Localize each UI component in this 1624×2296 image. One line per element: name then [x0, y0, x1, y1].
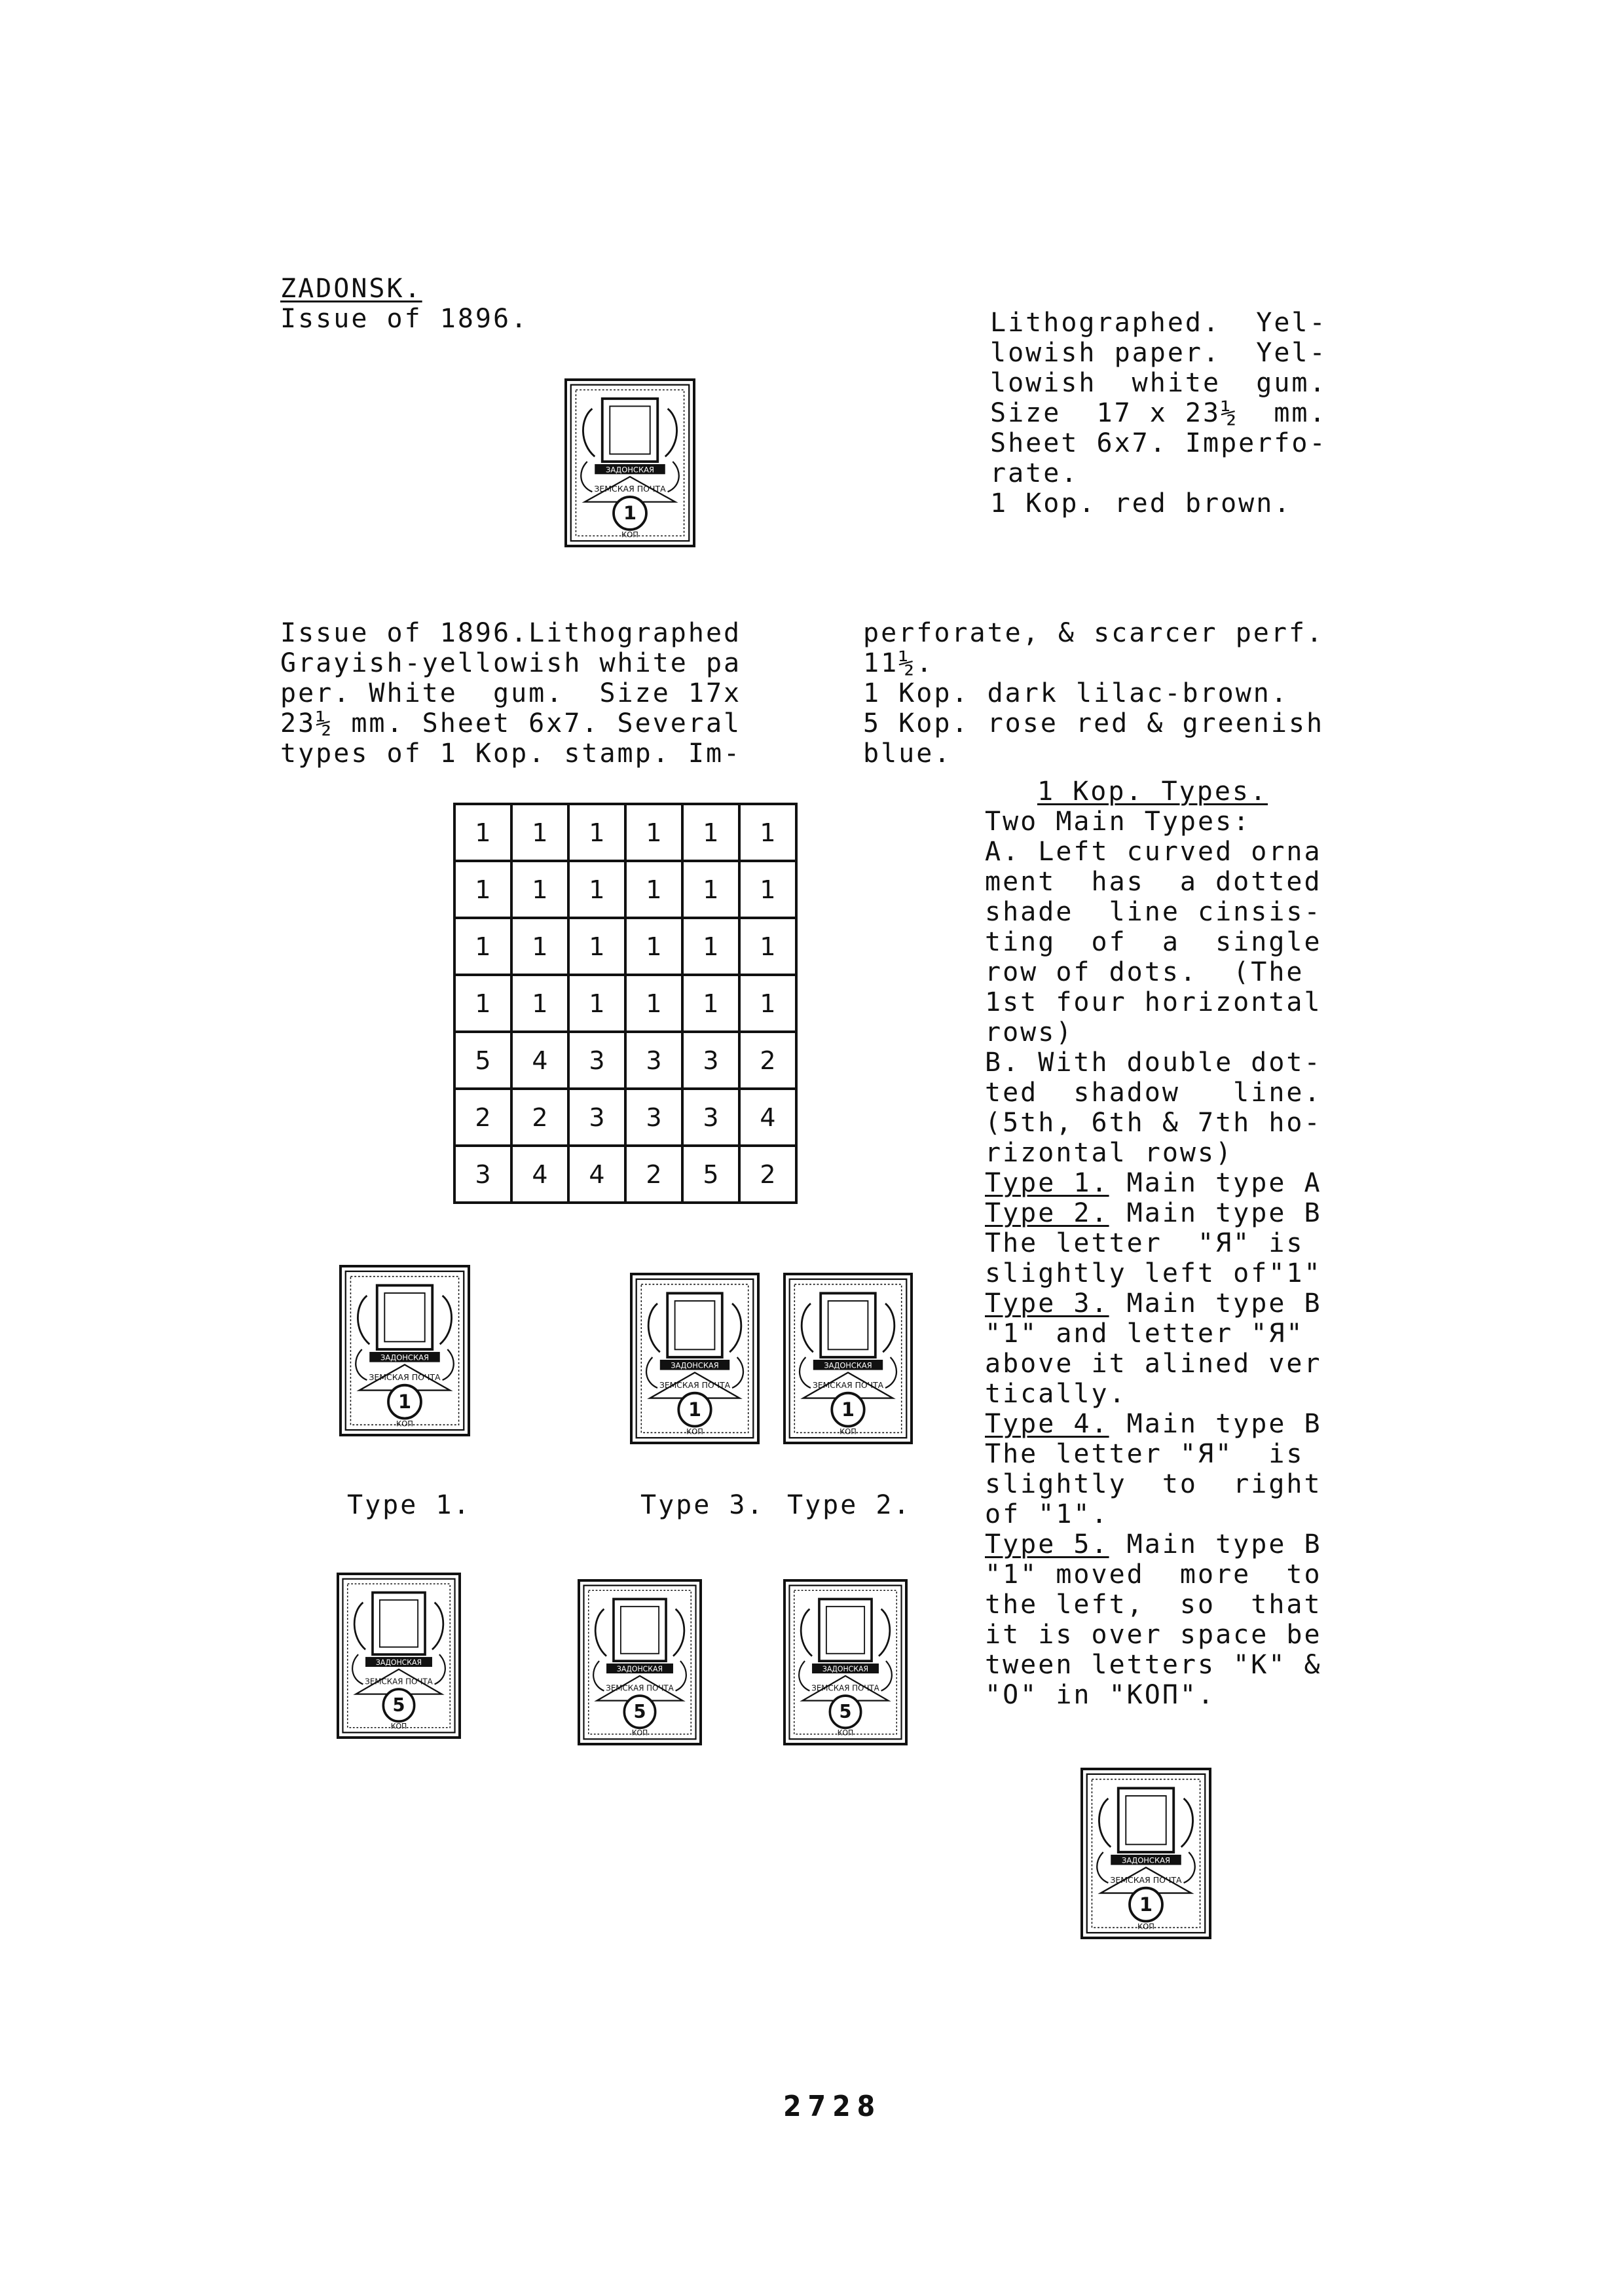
type-4-detail: of "1".	[985, 1499, 1109, 1529]
type-4-detail: slightly to right	[985, 1469, 1322, 1499]
svg-text:5: 5	[633, 1700, 646, 1723]
svg-text:ЗАДОНСКАЯ: ЗАДОНСКАЯ	[822, 1664, 869, 1674]
desc-line: Issue of 1896.Lithographed	[280, 618, 742, 648]
svg-text:КОП: КОП	[390, 1722, 407, 1731]
grid-cell: 1	[511, 975, 568, 1032]
svg-text:ЗАДОНСКАЯ: ЗАДОНСКАЯ	[375, 1658, 422, 1667]
grid-cell: 1	[739, 804, 796, 861]
types-line: B. With double dot-	[985, 1048, 1322, 1078]
grid-cell: 1	[511, 918, 568, 975]
desc-line: 11½.	[863, 648, 934, 678]
grid-row	[454, 1032, 796, 1089]
svg-text:КОП: КОП	[621, 530, 638, 539]
grid-cell: 2	[625, 1146, 682, 1203]
grid-cell: 1	[625, 975, 682, 1032]
svg-text:ЗАДОНСКАЯ: ЗАДОНСКАЯ	[824, 1360, 872, 1370]
grid-cell: 1	[568, 975, 625, 1032]
types-line: (5th, 6th & 7th ho-	[985, 1108, 1322, 1138]
svg-text:ЗЕМСКАЯ ПОЧТА: ЗЕМСКАЯ ПОЧТА	[365, 1677, 433, 1686]
grid-cell: 2	[739, 1146, 796, 1203]
type-1-text: Main type A	[1109, 1168, 1322, 1198]
grid-cell: 1	[454, 861, 511, 918]
types-line: row of dots. (The	[985, 957, 1304, 987]
type-5-detail: the left, so that	[985, 1590, 1322, 1620]
type-2-label: Type 2.	[985, 1198, 1109, 1228]
types-section	[985, 776, 1322, 1710]
grid-cell: 4	[739, 1089, 796, 1146]
grid-cell: 5	[682, 1146, 739, 1203]
desc-line: Sheet 6x7. Imperfo-	[990, 428, 1327, 458]
svg-text:1: 1	[397, 1390, 412, 1413]
types-line: shade line cinsis-	[985, 897, 1322, 927]
svg-text:ЗЕМСКАЯ ПОЧТА: ЗЕМСКАЯ ПОЧТА	[659, 1379, 731, 1390]
stamp-image-5kop-a	[337, 1573, 461, 1739]
page-number: 2728	[783, 2090, 882, 2123]
svg-text:1: 1	[1139, 1893, 1153, 1916]
type-4-label: Type 4.	[985, 1409, 1109, 1439]
type-5-detail: "O" in "KOП".	[985, 1680, 1216, 1710]
issue-1-description	[990, 308, 1344, 519]
types-line: rows)	[985, 1017, 1074, 1048]
grid-cell: 2	[739, 1032, 796, 1089]
issue-2-description-left	[280, 618, 741, 769]
svg-text:КОП: КОП	[840, 1427, 857, 1436]
grid-cell: 2	[454, 1089, 511, 1146]
svg-text:1: 1	[623, 501, 637, 524]
desc-line: rate.	[990, 458, 1079, 488]
desc-line: types of 1 Kop. stamp. Im-	[280, 738, 742, 769]
svg-text:ЗЕМСКАЯ ПОЧТА: ЗЕМСКАЯ ПОЧТА	[594, 484, 666, 494]
stamp-image-type-1	[339, 1265, 470, 1436]
desc-line: 5 Kop. rose red & greenish	[863, 708, 1325, 738]
caption-type-3: Type 3.	[640, 1490, 765, 1520]
type-2-detail: slightly left of"1"	[985, 1258, 1322, 1288]
grid-cell: 1	[739, 861, 796, 918]
desc-line: Size 17 x 23½ mm.	[990, 398, 1327, 428]
grid-cell: 1	[625, 918, 682, 975]
types-line: Two Main Types:	[985, 807, 1251, 837]
svg-text:КОП: КОП	[837, 1728, 854, 1738]
svg-text:КОП: КОП	[1137, 1922, 1154, 1931]
grid-cell: 1	[739, 975, 796, 1032]
svg-text:5: 5	[392, 1694, 405, 1717]
stamp-image-1kop	[564, 378, 695, 547]
type-3-label: Type 3.	[985, 1288, 1109, 1319]
type-3-detail: "1" and letter "Я"	[985, 1319, 1304, 1349]
grid-cell: 3	[454, 1146, 511, 1203]
grid-cell: 3	[682, 1032, 739, 1089]
svg-text:ЗЕМСКАЯ ПОЧТА: ЗЕМСКАЯ ПОЧТА	[1110, 1874, 1182, 1885]
desc-line: lowish white gum.	[990, 368, 1327, 398]
page-heading: ZADONSK.	[280, 274, 422, 304]
desc-line: 23½ mm. Sheet 6x7. Several	[280, 708, 742, 738]
grid-cell: 4	[568, 1146, 625, 1203]
grid-cell: 1	[454, 804, 511, 861]
caption-type-2: Type 2.	[787, 1490, 912, 1520]
desc-line: Grayish-yellowish white pa	[280, 648, 742, 678]
issue-2-description-right	[863, 618, 1324, 769]
stamp-image-5kop-c	[783, 1579, 908, 1745]
svg-text:КОП: КОП	[631, 1728, 648, 1738]
types-line: ment has a dotted	[985, 867, 1322, 897]
type-2-detail: The letter "Я" is	[985, 1228, 1304, 1258]
grid-cell: 1	[682, 975, 739, 1032]
desc-line: lowish paper. Yel-	[990, 338, 1327, 368]
types-line: rizontal rows)	[985, 1138, 1234, 1168]
grid-cell: 1	[568, 804, 625, 861]
type-5-detail: it is over space be	[985, 1620, 1322, 1650]
type-3-detail: tically.	[985, 1379, 1127, 1409]
desc-line: Lithographed. Yel-	[990, 308, 1327, 338]
stamp-image-type-4	[1080, 1768, 1211, 1939]
grid-cell: 1	[739, 918, 796, 975]
grid-cell: 1	[568, 918, 625, 975]
grid-cell: 1	[625, 861, 682, 918]
types-line: ting of a single	[985, 927, 1322, 957]
types-line: A. Left curved orna	[985, 837, 1322, 867]
grid-row	[454, 1146, 796, 1203]
svg-text:5: 5	[839, 1700, 852, 1723]
grid-cell: 5	[454, 1032, 511, 1089]
type-3-text: Main type B	[1109, 1288, 1322, 1319]
caption-type-1: Type 1.	[347, 1490, 471, 1520]
svg-text:ЗАДОНСКАЯ: ЗАДОНСКАЯ	[671, 1360, 719, 1370]
grid-cell: 1	[454, 975, 511, 1032]
type-4-text: Main type B	[1109, 1409, 1322, 1439]
grid-cell: 1	[511, 861, 568, 918]
svg-text:ЗЕМСКАЯ ПОЧТА: ЗЕМСКАЯ ПОЧТА	[606, 1683, 674, 1693]
types-line: ted shadow line.	[985, 1078, 1322, 1108]
grid-cell: 3	[568, 1032, 625, 1089]
grid-cell: 1	[568, 861, 625, 918]
grid-cell: 3	[625, 1032, 682, 1089]
type-3-detail: above it alined ver	[985, 1349, 1322, 1379]
grid-row	[454, 918, 796, 975]
grid-row	[454, 804, 796, 861]
issue-heading-1: Issue of 1896.	[280, 304, 529, 334]
svg-text:КОП: КОП	[686, 1427, 703, 1436]
svg-text:ЗАДОНСКАЯ: ЗАДОНСКАЯ	[1121, 1855, 1171, 1865]
grid-cell: 3	[568, 1089, 625, 1146]
svg-text:1: 1	[688, 1398, 701, 1421]
svg-text:ЗЕМСКАЯ ПОЧТА: ЗЕМСКАЯ ПОЧТА	[812, 1379, 884, 1390]
grid-row	[454, 861, 796, 918]
grid-cell: 4	[511, 1146, 568, 1203]
svg-text:ЗАДОНСКАЯ: ЗАДОНСКАЯ	[616, 1664, 663, 1674]
type-5-detail: "1" moved more to	[985, 1559, 1322, 1590]
type-5-label: Type 5.	[985, 1529, 1109, 1559]
stamp-image-type-2	[783, 1273, 913, 1444]
stamp-image-type-3	[630, 1273, 760, 1444]
grid-cell: 2	[511, 1089, 568, 1146]
desc-line: 1 Kop. red brown.	[990, 488, 1292, 519]
grid-row	[454, 1089, 796, 1146]
type-4-detail: The letter "Я" is	[985, 1439, 1304, 1469]
grid-row	[454, 975, 796, 1032]
grid-cell: 3	[682, 1089, 739, 1146]
types-line: 1st four horizontal	[985, 987, 1322, 1017]
svg-text:ЗЕМСКАЯ ПОЧТА: ЗЕМСКАЯ ПОЧТА	[369, 1372, 441, 1382]
svg-text:ЗАДОНСКАЯ: ЗАДОНСКАЯ	[605, 465, 655, 475]
type-5-detail: tween letters "K" &	[985, 1650, 1322, 1680]
desc-line: perforate, & scarcer perf.	[863, 618, 1325, 648]
type-2-text: Main type B	[1109, 1198, 1322, 1228]
grid-cell: 1	[682, 861, 739, 918]
grid-cell: 1	[682, 804, 739, 861]
svg-text:ЗЕМСКАЯ ПОЧТА: ЗЕМСКАЯ ПОЧТА	[811, 1683, 879, 1693]
svg-text:КОП: КОП	[396, 1419, 413, 1429]
stamp-image-5kop-b	[578, 1579, 702, 1745]
desc-line: per. White gum. Size 17x	[280, 678, 742, 708]
grid-cell: 4	[511, 1032, 568, 1089]
types-heading: 1 Kop. Types.	[1037, 776, 1268, 807]
grid-cell: 1	[454, 918, 511, 975]
grid-cell: 1	[625, 804, 682, 861]
type-5-text: Main type B	[1109, 1529, 1322, 1559]
desc-line: blue.	[863, 738, 952, 769]
grid-cell: 3	[625, 1089, 682, 1146]
svg-text:ЗАДОНСКАЯ: ЗАДОНСКАЯ	[380, 1353, 430, 1362]
desc-line: 1 Kop. dark lilac-brown.	[863, 678, 1289, 708]
grid-cell: 1	[682, 918, 739, 975]
type-1-label: Type 1.	[985, 1168, 1109, 1198]
grid-cell: 1	[511, 804, 568, 861]
svg-text:1: 1	[841, 1398, 855, 1421]
sheet-type-grid	[453, 803, 798, 1204]
